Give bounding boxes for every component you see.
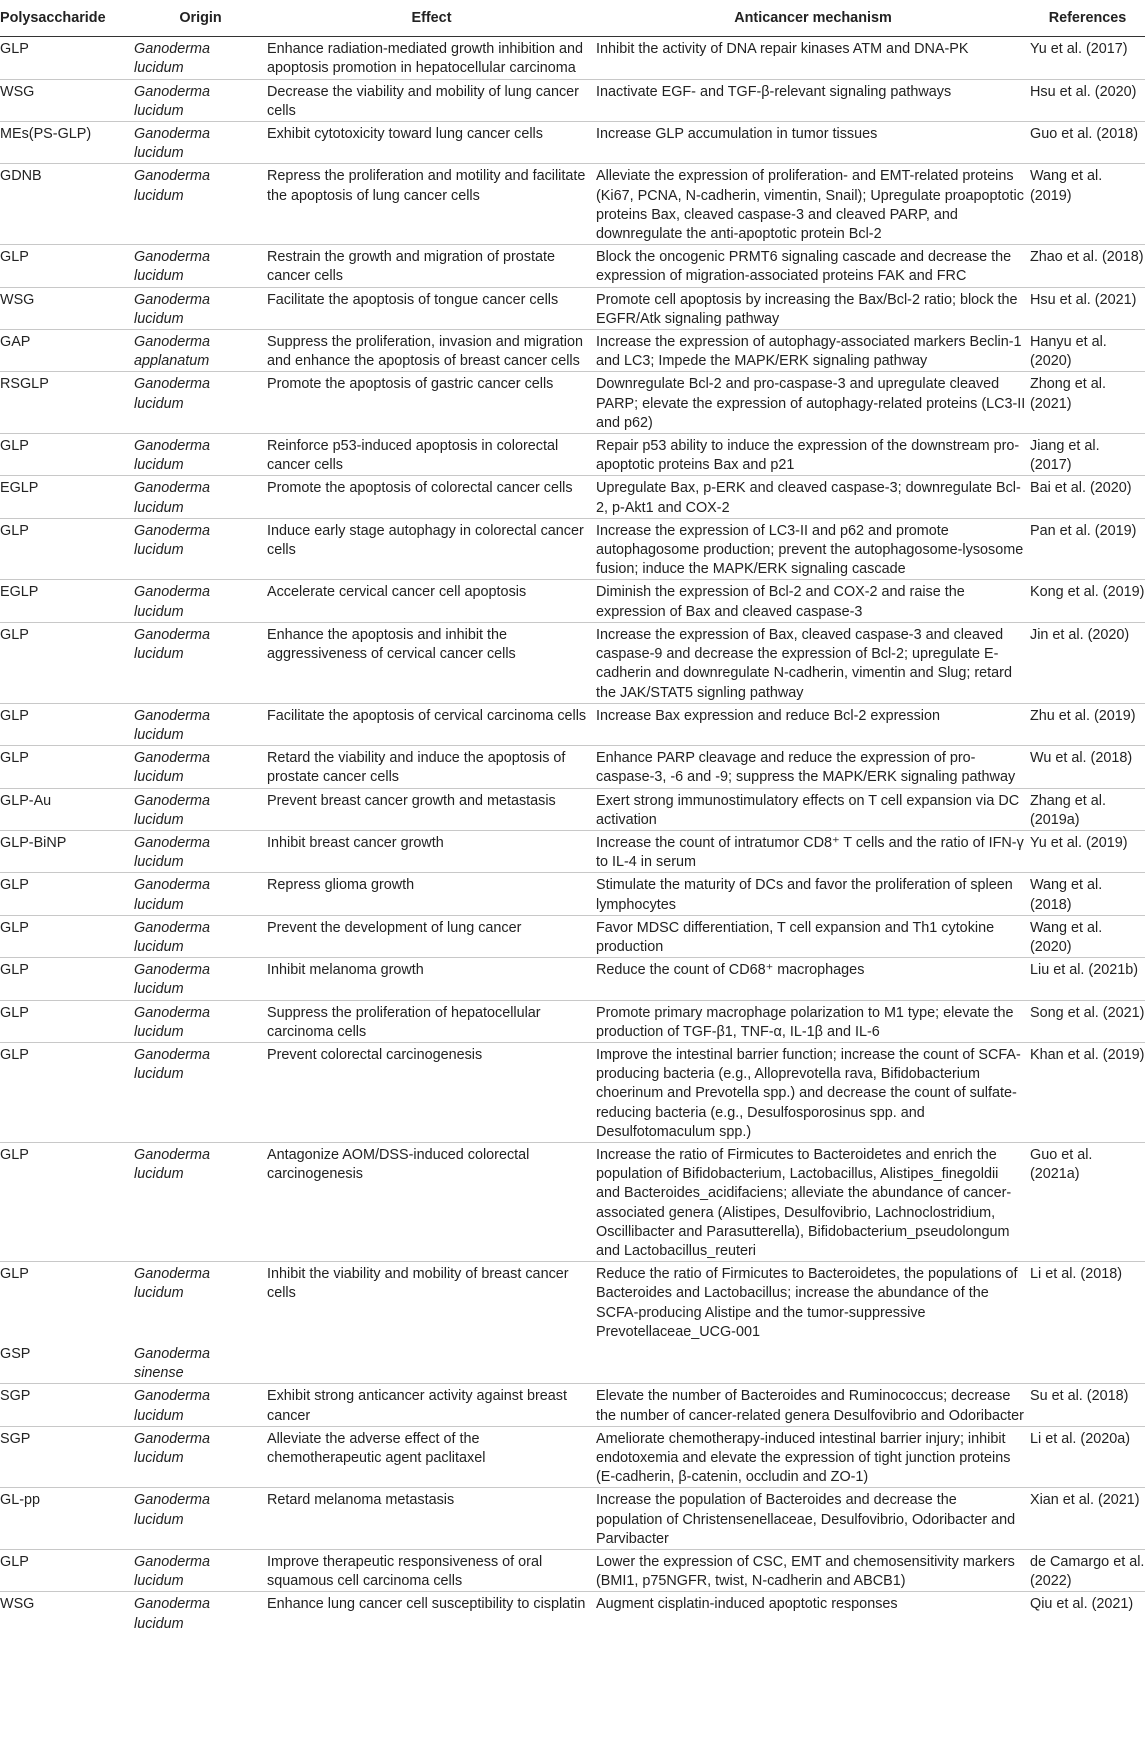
cell-effect: Retard the viability and induce the apoptosis of prostate cancer cells — [267, 746, 596, 788]
cell-mechanism: Block the oncogenic PRMT6 signaling cascade and decrease the expression of migration-associated proteins FAK and FRC — [596, 245, 1030, 287]
cell-mechanism: Stimulate the maturity of DCs and favor the proliferation of spleen lymphocytes — [596, 873, 1030, 915]
cell-reference: Wang et al. (2020) — [1030, 915, 1145, 957]
cell-mechanism: Diminish the expression of Bcl-2 and COX-2 and raise the expression of Bax and cleaved caspase-3 — [596, 580, 1030, 622]
cell-effect: Decrease the viability and mobility of lung cancer cells — [267, 79, 596, 121]
cell-effect: Prevent breast cancer growth and metastasis — [267, 788, 596, 830]
cell-polysaccharide: GLP — [0, 1142, 134, 1261]
cell-effect: Facilitate the apoptosis of tongue cancer cells — [267, 287, 596, 329]
cell-effect: Antagonize AOM/DSS-induced colorectal carcinogenesis — [267, 1142, 596, 1261]
cell-mechanism: Reduce the ratio of Firmicutes to Bacteroidetes, the populations of Bacteroides and Lactobacillus; increase the abundance of the SCFA-producing Alistipe and the tumor-suppressive Prevotellaceae_UCG-001 — [596, 1266, 1018, 1340]
cell-origin: Ganoderma lucidum — [134, 873, 267, 915]
cell-polysaccharide: EGLP — [0, 476, 134, 518]
table-row — [0, 330, 1145, 372]
table-row — [0, 746, 1145, 788]
cell-origin: Ganoderma lucidum — [134, 1384, 267, 1426]
cell-polysaccharide: GLP — [0, 1266, 29, 1283]
cell-mechanism: Increase the expression of autophagy-associated markers Beclin-1 and LC3; Impede the MAPK/ERK signaling pathway — [596, 330, 1030, 372]
cell-reference: Jin et al. (2020) — [1030, 622, 1145, 703]
cell-effect: Restrain the growth and migration of prostate cancer cells — [267, 245, 596, 287]
cell-reference: Xian et al. (2021) — [1030, 1488, 1145, 1550]
cell-effect — [267, 1342, 596, 1384]
table-row — [0, 122, 1145, 164]
table-body — [0, 37, 1145, 1634]
table-row — [0, 287, 1145, 329]
cell-reference: Su et al. (2018) — [1030, 1384, 1145, 1426]
cell-polysaccharide: GSP — [0, 1342, 134, 1384]
cell-polysaccharide: GLP — [0, 746, 134, 788]
cell-origin: Ganoderma lucidum — [134, 1266, 210, 1302]
cell-polysaccharide: SGP — [0, 1426, 134, 1488]
table-row — [0, 164, 1145, 245]
table-row — [0, 1384, 1145, 1426]
cell-origin: Ganoderma lucidum — [134, 79, 267, 121]
cell-reference: Zhu et al. (2019) — [1030, 703, 1145, 745]
cell-polysaccharide: GLP — [0, 915, 134, 957]
cell-mechanism: Increase the ratio of Firmicutes to Bacteroidetes and enrich the population of Bifidobacterium, Lactobacillus, Alistipes_finegoldii and Bacteroides_acidifaciens; alleviate the abundance of cancer-associated genera (Alistipes, Desulfovibrio, Lachnoclostridium, Oscillibacter and Parasutterella), Bifidobacterium_pseudolongum and Lactobacillus_reuteri — [596, 1142, 1030, 1261]
cell-polysaccharide: GDNB — [0, 164, 134, 245]
cell-reference: Hsu et al. (2021) — [1030, 287, 1145, 329]
cell-mechanism: Repair p53 ability to induce the expression of the downstream pro-apoptotic proteins Bax and p21 — [596, 434, 1030, 476]
cell-origin: Ganoderma lucidum — [134, 1550, 267, 1592]
cell-origin: Ganoderma lucidum — [134, 372, 267, 434]
cell-polysaccharide: GL-pp — [0, 1488, 134, 1550]
cell-mechanism: Favor MDSC differentiation, T cell expansion and Th1 cytokine production — [596, 915, 1030, 957]
cell-effect: Improve therapeutic responsiveness of oral squamous cell carcinoma cells — [267, 1550, 596, 1592]
cell-effect: Repress the proliferation and motility and facilitate the apoptosis of lung cancer cells — [267, 164, 596, 245]
cell-origin: Ganoderma lucidum — [134, 122, 267, 164]
cell-reference: Pan et al. (2019) — [1030, 518, 1145, 580]
cell-reference: Yu et al. (2019) — [1030, 830, 1145, 872]
cell-origin: Ganoderma lucidum — [134, 915, 267, 957]
cell-mechanism: Ameliorate chemotherapy-induced intestinal barrier injury; inhibit endotoxemia and elevate the expression of tight junction proteins (E-cadherin, β-catenin, occludin and ZO-1) — [596, 1426, 1030, 1488]
cell-polysaccharide: GLP-Au — [0, 788, 134, 830]
cell-effect: Inhibit the viability and mobility of breast cancer cells — [267, 1266, 569, 1302]
cell-effect: Enhance the apoptosis and inhibit the aggressiveness of cervical cancer cells — [267, 622, 596, 703]
cell-reference — [1030, 1342, 1145, 1384]
cell-origin: Ganoderma sinense — [134, 1342, 267, 1384]
cell-mechanism: Augment cisplatin-induced apoptotic responses — [596, 1596, 898, 1613]
cell-reference: Song et al. (2021) — [1030, 1000, 1145, 1042]
cell-effect: Promote the apoptosis of colorectal cancer cells — [267, 476, 596, 518]
cell-effect: Exhibit cytotoxicity toward lung cancer cells — [267, 122, 596, 164]
cell-origin: Ganoderma lucidum — [134, 1000, 267, 1042]
cell-effect: Reinforce p53-induced apoptosis in colorectal cancer cells — [267, 434, 596, 476]
cell-origin: Ganoderma lucidum — [134, 1042, 267, 1142]
cell-mechanism: Increase the expression of LC3-II and p62 and promote autophagosome production; prevent the autophagosome-lysosome fusion; induce the MAPK/ERK signaling cascade — [596, 518, 1030, 580]
cell-reference: de Camargo et al. (2022) — [1030, 1550, 1145, 1592]
cell-polysaccharide: WSG — [0, 287, 134, 329]
cell-polysaccharide: GLP — [0, 434, 134, 476]
table-row — [0, 1000, 1145, 1042]
cell-origin: Ganoderma lucidum — [134, 164, 267, 245]
table-row — [0, 434, 1145, 476]
cell-reference: Liu et al. (2021b) — [1030, 958, 1145, 1000]
cell-effect: Induce early stage autophagy in colorectal cancer cells — [267, 518, 596, 580]
cell-mechanism: Exert strong immunostimulatory effects on T cell expansion via DC activation — [596, 788, 1030, 830]
cell-effect: Enhance lung cancer cell susceptibility to cisplatin — [267, 1596, 586, 1613]
cell-reference: Yu et al. (2017) — [1030, 37, 1145, 79]
cell-origin: Ganoderma lucidum — [134, 518, 267, 580]
cell-effect: Repress glioma growth — [267, 873, 596, 915]
cell-mechanism: Promote primary macrophage polarization to M1 type; elevate the production of TGF-β1, TNF-α, IL-1β and IL-6 — [596, 1000, 1030, 1042]
cell-polysaccharide: GLP — [0, 1042, 134, 1142]
cell-origin: Ganoderma lucidum — [134, 788, 267, 830]
table-row — [0, 372, 1145, 434]
cell-polysaccharide: MEs(PS-GLP) — [0, 122, 134, 164]
table-row — [0, 1262, 1145, 1342]
table-row — [0, 703, 1145, 745]
cell-polysaccharide: GLP — [0, 1550, 134, 1592]
cell-reference: Li et al. (2018) — [1030, 1266, 1122, 1283]
cell-reference: Wang et al. (2018) — [1030, 873, 1145, 915]
header-mechanism: Anticancer mechanism — [596, 6, 1030, 37]
cell-origin: Ganoderma lucidum — [134, 434, 267, 476]
cell-reference: Qiu et al. (2021) — [1030, 1596, 1134, 1613]
cell-origin: Ganoderma lucidum — [134, 830, 267, 872]
cell-mechanism: Increase GLP accumulation in tumor tissues — [596, 122, 1030, 164]
cell-reference: Wang et al. (2019) — [1030, 164, 1145, 245]
header-references: References — [1030, 6, 1145, 37]
cell-reference: Khan et al. (2019) — [1030, 1042, 1145, 1142]
cell-mechanism: Inhibit the activity of DNA repair kinases ATM and DNA-PK — [596, 37, 1030, 79]
cell-reference: Jiang et al. (2017) — [1030, 434, 1145, 476]
cell-mechanism: Increase the count of intratumor CD8⁺ T cells and the ratio of IFN-γ to IL-4 in serum — [596, 830, 1030, 872]
cell-origin: Ganoderma lucidum — [134, 1488, 267, 1550]
table-row — [0, 518, 1145, 580]
table-row — [0, 958, 1145, 1000]
cell-reference: Hanyu et al. (2020) — [1030, 330, 1145, 372]
cell-reference: Li et al. (2020a) — [1030, 1426, 1145, 1488]
cell-mechanism: Promote cell apoptosis by increasing the Bax/Bcl-2 ratio; block the EGFR/Atk signaling pathway — [596, 287, 1030, 329]
cell-effect: Facilitate the apoptosis of cervical carcinoma cells — [267, 703, 596, 745]
table-row — [0, 580, 1145, 622]
cell-polysaccharide: GLP — [0, 958, 134, 1000]
table-header-row — [0, 6, 1145, 37]
cell-origin: Ganoderma lucidum — [134, 1426, 267, 1488]
cell-origin: Ganoderma applanatum — [134, 330, 267, 372]
cell-polysaccharide: GLP — [0, 37, 134, 79]
cell-origin: Ganoderma lucidum — [134, 958, 267, 1000]
cell-reference: Zhang et al. (2019a) — [1030, 788, 1145, 830]
table-row — [0, 1142, 1145, 1261]
cell-reference: Wu et al. (2018) — [1030, 746, 1145, 788]
cell-effect: Suppress the proliferation, invasion and migration and enhance the apoptosis of breast cancer cells — [267, 330, 596, 372]
table-row — [0, 915, 1145, 957]
cell-polysaccharide: GLP-BiNP — [0, 830, 134, 872]
table-row — [0, 788, 1145, 830]
cell-origin: Ganoderma lucidum — [134, 1142, 267, 1261]
cell-effect: Promote the apoptosis of gastric cancer cells — [267, 372, 596, 434]
table-row — [0, 1426, 1145, 1488]
header-polysaccharide: Polysaccharide — [0, 6, 134, 37]
cell-polysaccharide: EGLP — [0, 580, 134, 622]
table-row — [0, 1550, 1145, 1592]
cell-effect: Enhance radiation-mediated growth inhibition and apoptosis promotion in hepatocellular carcinoma — [267, 37, 596, 79]
cell-effect: Exhibit strong anticancer activity against breast cancer — [267, 1384, 596, 1426]
cell-reference: Hsu et al. (2020) — [1030, 79, 1145, 121]
cell-reference: Kong et al. (2019) — [1030, 580, 1145, 622]
cell-polysaccharide: GLP — [0, 518, 134, 580]
cell-polysaccharide: WSG — [0, 1596, 35, 1613]
cell-effect: Alleviate the adverse effect of the chemotherapeutic agent paclitaxel — [267, 1426, 596, 1488]
cell-origin: Ganoderma lucidum — [134, 580, 267, 622]
cell-effect: Retard melanoma metastasis — [267, 1488, 596, 1550]
table-row — [0, 37, 1145, 79]
cell-origin: Ganoderma lucidum — [134, 37, 267, 79]
cell-polysaccharide: GLP — [0, 703, 134, 745]
table-row — [0, 1342, 1145, 1384]
table-row — [0, 873, 1145, 915]
cell-mechanism: Lower the expression of CSC, EMT and chemosensitivity markers (BMI1, p75NGFR, twist, N-cadherin and ABCB1) — [596, 1550, 1030, 1592]
table-row — [0, 245, 1145, 287]
cell-effect: Prevent the development of lung cancer — [267, 915, 596, 957]
cell-mechanism: Alleviate the expression of proliferation- and EMT-related proteins (Ki67, PCNA, N-cadherin, vimentin, Snail); Upregulate proapoptotic proteins Bax, cleaved caspase-3 and cleaved PARP, and downregulate the anti-apoptotic protein Bcl-2 — [596, 164, 1030, 245]
table-row — [0, 622, 1145, 703]
table-row — [0, 1042, 1145, 1142]
cell-polysaccharide: SGP — [0, 1384, 134, 1426]
polysaccharide-table — [0, 6, 1145, 1634]
cell-mechanism: Downregulate Bcl-2 and pro-caspase-3 and upregulate cleaved PARP; elevate the expression of autophagy-related proteins (LC3-II and p62) — [596, 372, 1030, 434]
cell-origin: Ganoderma lucidum — [134, 746, 267, 788]
cell-effect: Inhibit breast cancer growth — [267, 830, 596, 872]
cell-effect: Prevent colorectal carcinogenesis — [267, 1042, 596, 1142]
table-row — [0, 830, 1145, 872]
table-row — [0, 476, 1145, 518]
cell-mechanism: Improve the intestinal barrier function; increase the count of SCFA-producing bacteria (e.g., Alloprevotella rava, Bifidobacterium choerinum and Prevotella spp.) and decrease the count of sulfate-reducing bacteria (e.g., Desulfosporosinus spp. and Desulfotomaculum spp.) — [596, 1042, 1030, 1142]
cell-reference: Bai et al. (2020) — [1030, 476, 1145, 518]
cell-reference: Guo et al. (2018) — [1030, 122, 1145, 164]
cell-polysaccharide: WSG — [0, 79, 134, 121]
cell-mechanism: Inactivate EGF- and TGF-β-relevant signaling pathways — [596, 79, 1030, 121]
cell-mechanism: Elevate the number of Bacteroides and Ruminococcus; decrease the number of cancer-related genera Desulfovibrio and Odoribacter — [596, 1384, 1030, 1426]
cell-origin: Ganoderma lucidum — [134, 287, 267, 329]
cell-origin: Ganoderma lucidum — [134, 245, 267, 287]
cell-polysaccharide: GLP — [0, 245, 134, 287]
cell-mechanism: Increase Bax expression and reduce Bcl-2 expression — [596, 703, 1030, 745]
cell-mechanism — [596, 1342, 1030, 1384]
cell-reference: Zhao et al. (2018) — [1030, 245, 1145, 287]
cell-polysaccharide: GLP — [0, 622, 134, 703]
cell-effect: Inhibit melanoma growth — [267, 958, 596, 1000]
table-row — [0, 79, 1145, 121]
cell-mechanism: Upregulate Bax, p-ERK and cleaved caspase-3; downregulate Bcl-2, p-Akt1 and COX-2 — [596, 476, 1030, 518]
cell-polysaccharide: GLP — [0, 873, 134, 915]
cell-reference: Guo et al. (2021a) — [1030, 1142, 1145, 1261]
header-origin: Origin — [134, 6, 267, 37]
cell-reference: Zhong et al. (2021) — [1030, 372, 1145, 434]
cell-effect: Suppress the proliferation of hepatocellular carcinoma cells — [267, 1000, 596, 1042]
cell-polysaccharide: GAP — [0, 330, 134, 372]
cell-effect: Accelerate cervical cancer cell apoptosis — [267, 580, 596, 622]
cell-origin: Ganoderma lucidum — [134, 703, 267, 745]
cell-polysaccharide: GLP — [0, 1000, 134, 1042]
table-row — [0, 1592, 1145, 1634]
cell-mechanism: Reduce the count of CD68⁺ macrophages — [596, 958, 1030, 1000]
cell-origin: Ganoderma lucidum — [134, 622, 267, 703]
cell-origin: Ganoderma lucidum — [134, 476, 267, 518]
cell-polysaccharide: RSGLP — [0, 372, 134, 434]
cell-mechanism: Increase the population of Bacteroides and decrease the population of Christensenellaceae, Desulfovibrio, Odoribacter and Parvibacter — [596, 1488, 1030, 1550]
cell-mechanism: Enhance PARP cleavage and reduce the expression of pro-caspase-3, -6 and -9; suppress the MAPK/ERK signaling pathway — [596, 746, 1030, 788]
table-row — [0, 1488, 1145, 1550]
header-effect: Effect — [267, 6, 596, 37]
cell-mechanism: Increase the expression of Bax, cleaved caspase-3 and cleaved caspase-9 and decrease the expression of Bcl-2; upregulate E-cadherin and downregulate N-cadherin, vimentin and Slug; retard the JAK/STAT5 signling pathway — [596, 622, 1030, 703]
cell-origin: Ganoderma lucidum — [134, 1596, 210, 1632]
